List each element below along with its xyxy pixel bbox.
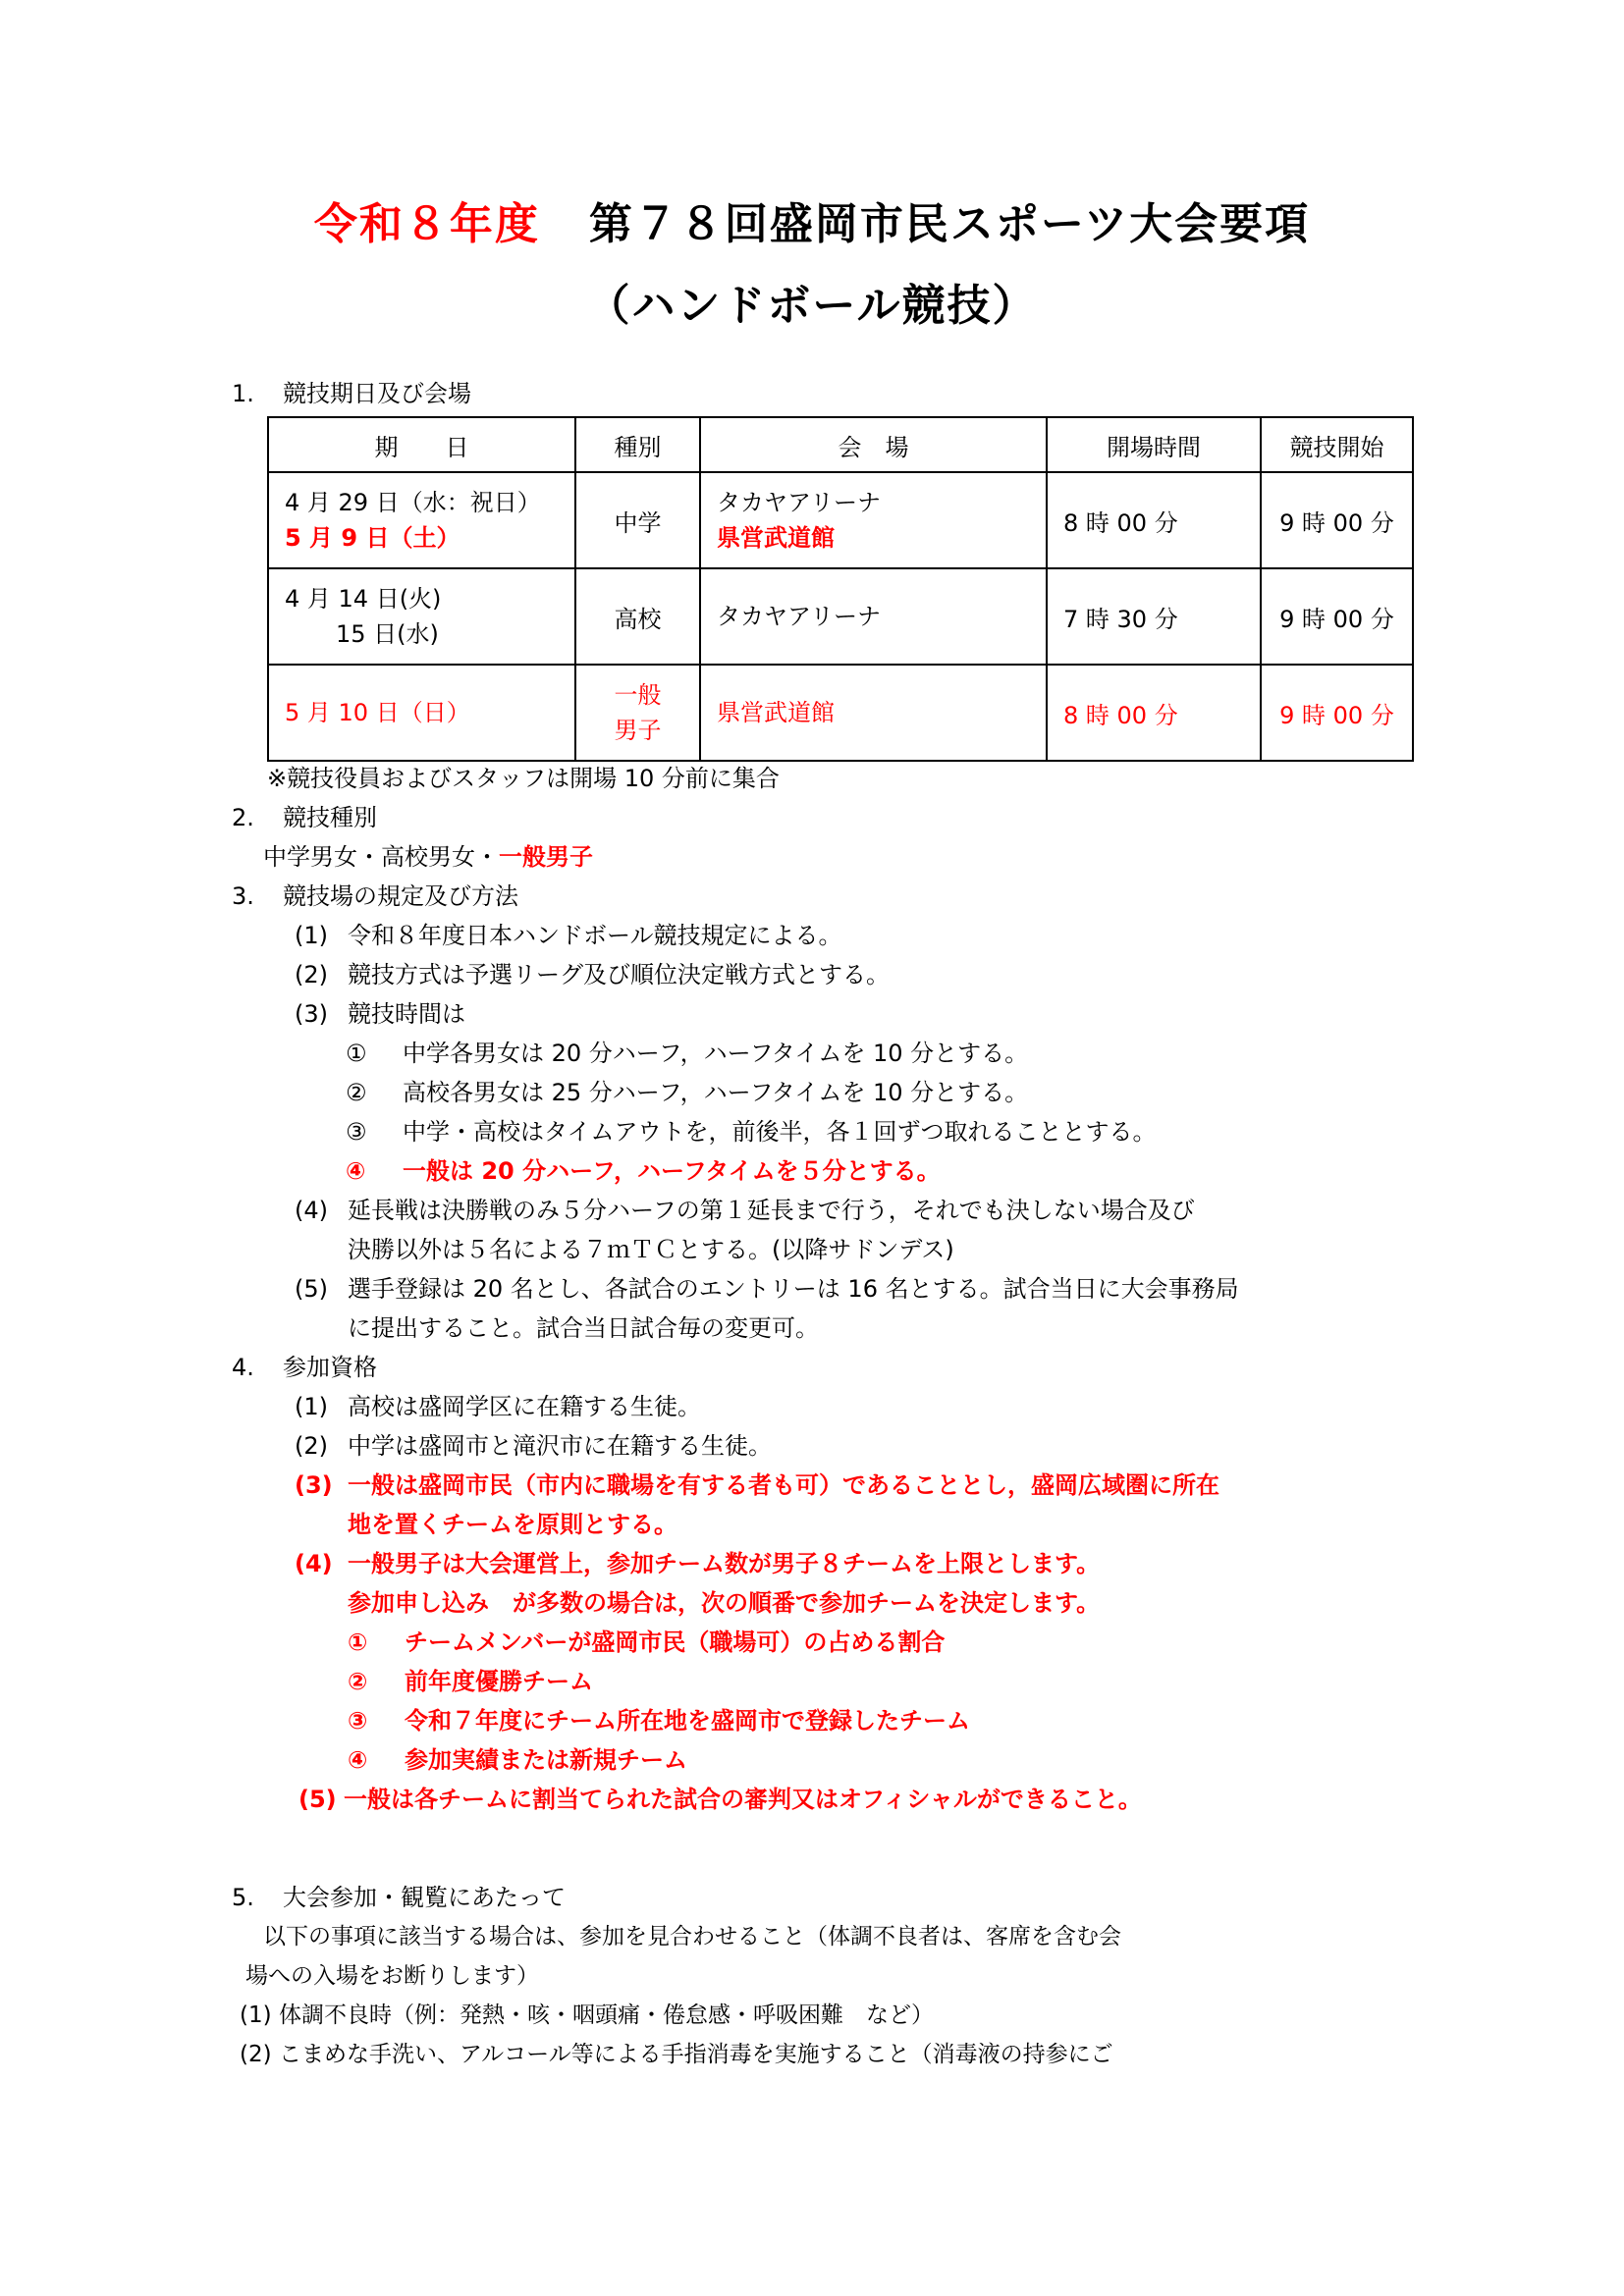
title-year: 令和８年度 <box>313 199 540 249</box>
item-label: ④ <box>346 1157 366 1185</box>
venue-cell <box>700 472 1047 568</box>
item-text: 一般は盛岡市民（市内に職場を有する者も可）であることとし，盛岡広域圏に所在 <box>348 1471 1219 1499</box>
list-item-continuation: に提出すること。試合当日試合毎の変更可。 <box>348 1314 819 1342</box>
section5-heading <box>232 1883 566 1912</box>
item-label: ② <box>346 1079 367 1106</box>
category-line: 男子 <box>614 717 662 744</box>
venue-line: タカヤアリーナ <box>717 489 882 516</box>
section-number: 1. <box>232 380 254 407</box>
item-label: ① <box>348 1629 368 1656</box>
start-time-cell: 9 時 00 分 <box>1261 472 1413 568</box>
item-text: 高校各男女は 25 分ハーフ，ハーフタイムを 10 分とする。 <box>403 1079 1029 1106</box>
item-text: 競技時間は <box>348 1000 465 1028</box>
table-header-row <box>268 417 1413 472</box>
header-venue: 会 場 <box>700 417 1047 472</box>
item-text: 令和７年度にチーム所在地を盛岡市で登録したチーム <box>405 1707 970 1735</box>
item-text: 中学・高校はタイムアウトを，前後半，各１回ずつ取れることとする。 <box>403 1118 1157 1146</box>
item-label: (4) <box>295 1197 328 1224</box>
section5-intro: 以下の事項に該当する場合は、参加を見合わせること（体調不良者は、客席を含む会 <box>263 1924 1121 1949</box>
section-title: 大会参加・観覧にあたって <box>283 1884 566 1911</box>
sub-item <box>346 1117 1157 1147</box>
date-line: 4 月 29 日（水：祝日） <box>285 489 541 516</box>
table-row <box>268 665 1413 761</box>
section1-heading <box>232 379 471 408</box>
header-date: 期 日 <box>268 417 575 472</box>
title-main: 第７８回盛岡市民スポーツ大会要項 <box>588 199 1311 249</box>
table-row <box>268 472 1413 568</box>
list-item <box>298 1785 1142 1814</box>
item-text: 参加実績または新規チーム <box>405 1746 687 1774</box>
list-item <box>295 960 890 989</box>
date-line: 15 日(水) <box>336 620 439 648</box>
item-text: 体調不良時（例：発熱・咳・咽頭痛・倦怠感・呼吸困難 など） <box>279 2002 934 2028</box>
list-item <box>295 1196 1195 1225</box>
section-number: 4. <box>232 1354 254 1381</box>
item-text: 一般男子は大会運営上，参加チーム数が男子８チームを上限とします。 <box>348 1550 1101 1577</box>
section5-intro-continuation: 場への入場をお断りします） <box>245 1963 539 1989</box>
date-line: 5 月 10 日（日） <box>285 699 470 726</box>
item-label: (1) <box>295 922 328 949</box>
schedule-table <box>267 416 1414 762</box>
date-cell <box>268 472 575 568</box>
item-label: ② <box>348 1668 368 1695</box>
priority-item <box>348 1745 687 1775</box>
category-cell: 中学 <box>575 472 700 568</box>
header-category: 種別 <box>575 417 700 472</box>
venue-line: タカヤアリーナ <box>717 603 882 630</box>
list-item <box>295 1392 701 1421</box>
section-number: 3. <box>232 882 254 910</box>
section-title: 競技種別 <box>283 804 377 831</box>
item-text: 令和８年度日本ハンドボール競技規定による。 <box>348 922 842 949</box>
item-text: チームメンバーが盛岡市民（職場可）の占める割合 <box>405 1629 946 1656</box>
open-time-cell: 8 時 00 分 <box>1047 472 1261 568</box>
section-title: 競技場の規定及び方法 <box>283 882 518 910</box>
list-item-continuation: 地を置くチームを原則とする。 <box>348 1511 677 1538</box>
date-line: 4 月 14 日(火) <box>285 585 442 613</box>
start-time-cell: 9 時 00 分 <box>1261 665 1413 761</box>
item-label: (1) <box>240 2002 272 2028</box>
sub-item <box>346 1078 1028 1107</box>
item-label: (3) <box>295 1471 333 1499</box>
item-label: (3) <box>295 1000 328 1028</box>
item-label: (4) <box>295 1550 333 1577</box>
venue-line: 県営武道館 <box>717 699 835 726</box>
date-cell <box>268 568 575 665</box>
item-label: (5) <box>295 1275 328 1303</box>
item-label: (2) <box>295 1432 328 1460</box>
open-time-cell: 7 時 30 分 <box>1047 568 1261 665</box>
priority-item <box>348 1628 945 1657</box>
item-text: 選手登録は 20 名とし、各試合のエントリーは 16 名とする。試合当日に大会事務局 <box>348 1275 1239 1303</box>
categories-text: 中学男女・高校男女・ <box>263 843 499 871</box>
category-cell: 高校 <box>575 568 700 665</box>
open-time-cell: 8 時 00 分 <box>1047 665 1261 761</box>
header-start-time: 競技開始 <box>1261 417 1413 472</box>
item-label: ③ <box>348 1707 368 1735</box>
document-subtitle: （ハンドボール競技） <box>586 281 1038 331</box>
venue-cell <box>700 665 1047 761</box>
category-cell <box>575 665 700 761</box>
priority-item <box>348 1706 970 1735</box>
list-item <box>295 1431 772 1461</box>
staff-note: ※競技役員およびスタッフは開場 10 分前に集合 <box>267 765 780 792</box>
section2-body <box>263 842 593 872</box>
section3-heading <box>232 881 518 911</box>
venue-cell <box>700 568 1047 665</box>
item-text: こまめな手洗い、アルコール等による手指消毒を実施すること（消毒液の持参にご <box>279 2042 1113 2067</box>
item-text: 高校は盛岡学区に在籍する生徒。 <box>348 1393 701 1420</box>
item-label: (2) <box>240 2042 272 2067</box>
list-item <box>295 1274 1239 1304</box>
item-label: ④ <box>348 1746 368 1774</box>
list-item <box>240 2040 1113 2069</box>
item-text: 一般は 20 分ハーフ，ハーフタイムを５分とする。 <box>403 1157 941 1185</box>
item-label: (1) <box>295 1393 328 1420</box>
item-label: (2) <box>295 961 328 988</box>
section-title: 参加資格 <box>283 1354 377 1381</box>
header-open-time: 開場時間 <box>1047 417 1261 472</box>
item-label: (5) <box>298 1786 337 1813</box>
list-item <box>295 999 465 1029</box>
section4-heading <box>232 1353 377 1382</box>
sub-item <box>346 1039 1028 1068</box>
categories-highlight: 一般男子 <box>499 843 593 871</box>
date-cell <box>268 665 575 761</box>
priority-item <box>348 1667 593 1696</box>
section-title: 競技期日及び会場 <box>283 380 471 407</box>
section2-heading <box>232 803 377 832</box>
item-label: ③ <box>346 1118 367 1146</box>
sub-item <box>346 1156 941 1186</box>
list-item <box>295 1549 1100 1578</box>
item-text: 中学は盛岡市と滝沢市に在籍する生徒。 <box>348 1432 772 1460</box>
item-label: ① <box>346 1040 367 1067</box>
item-text: 前年度優勝チーム <box>405 1668 593 1695</box>
table-row <box>268 568 1413 665</box>
list-item <box>295 921 842 950</box>
item-text: 競技方式は予選リーグ及び順位決定戦方式とする。 <box>348 961 890 988</box>
list-item-continuation: 決勝以外は５名による７ｍＴＣとする。(以降サドンデス) <box>348 1236 954 1263</box>
venue-line: 県営武道館 <box>717 524 835 552</box>
item-text: 延長戦は決勝戦のみ５分ハーフの第１延長まで行う，それでも決しない場合及び <box>348 1197 1195 1224</box>
document-title <box>0 188 1624 251</box>
category-line: 一般 <box>614 681 662 709</box>
section-number: 2. <box>232 804 254 831</box>
list-item-continuation: 参加申し込み が多数の場合は，次の順番で参加チームを決定します。 <box>348 1589 1101 1617</box>
date-line: 5 月 9 日（土） <box>285 524 460 552</box>
item-text: 一般は各チームに割当てられた試合の審判又はオフィシャルができること。 <box>344 1786 1142 1813</box>
list-item <box>240 2001 934 2030</box>
item-text: 中学各男女は 20 分ハーフ，ハーフタイムを 10 分とする。 <box>403 1040 1029 1067</box>
section-number: 5. <box>232 1884 254 1911</box>
start-time-cell: 9 時 00 分 <box>1261 568 1413 665</box>
list-item <box>295 1470 1219 1500</box>
